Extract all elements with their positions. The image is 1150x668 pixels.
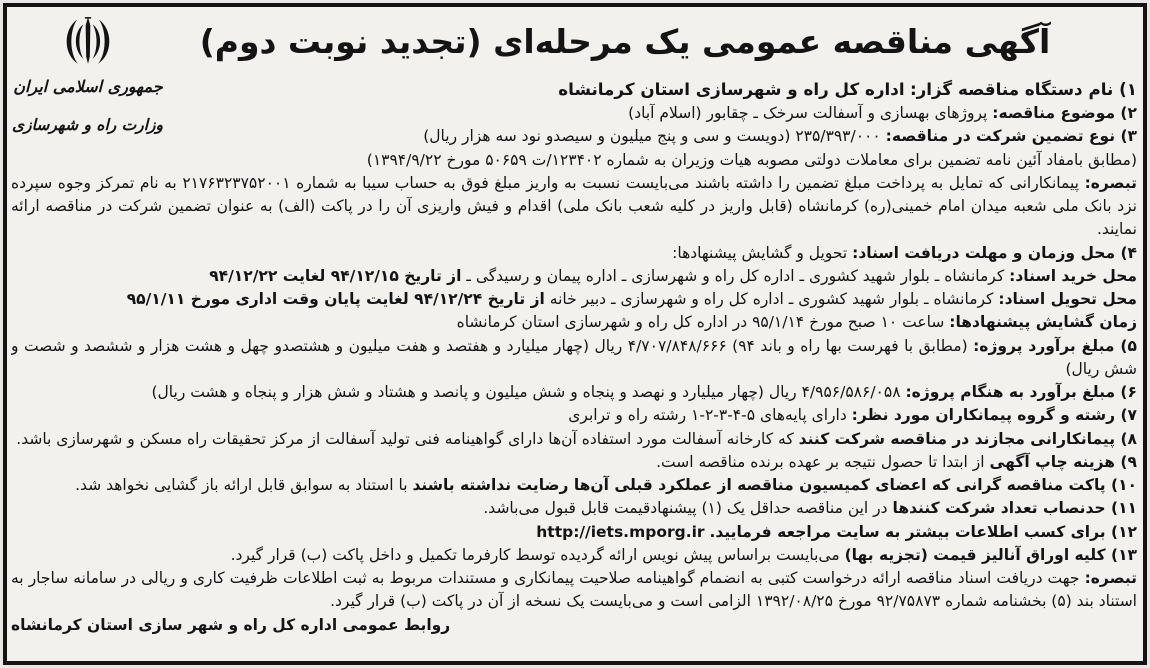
notice-title: آگهی مناقصه عمومی یک مرحله‌ای (تجدید نوبت دوم) (199, 22, 1051, 61)
item-value: تحویل و گشایش پیشنهادها: (672, 243, 848, 262)
item-label: ۳) نوع تضمین شرکت در مناقصه: (885, 127, 1137, 146)
item-asphalt-certificate (11, 428, 1137, 451)
purchase-date-range: از تاریخ ۹۴/۱۲/۱۵ لغایت ۹۴/۱۲/۲۲ (209, 266, 462, 285)
item-value: دارای پایه‌های ۵-۴-۳-۲-۱ رشته راه و ترابری (568, 406, 847, 425)
delivery-location (11, 288, 1137, 311)
note-value: پیمانکارانی که تمایل به پرداخت مبلغ تضمین را داشته باشند می‌بایست نسبت به واریز مبلغ فوق به حساب سیبا به شماره ۲۱۷۶۳۲۳۷۵۲۰۰۱ به نام تمرکز وجوه سپرده نزد بانک ملی شعبه میدان امام خمینی(ره) کرمانشاه (قابل واریز در کلیه شعب بانک ملی) اقدام و فیش واریزی آن را در پاکت (الف) به عنوان تضمین شرکت در مناقصه ارائه نمایند. (11, 173, 1137, 239)
item-value: با استناد به سوابق قابل ارائه باز گشایی نخواهد شد. (75, 476, 408, 495)
delivery-date-range: از تاریخ ۹۴/۱۲/۲۴ لغایت پایان وقت اداری مورخ ۹۵/۱/۱۱ (126, 290, 545, 309)
note-label: تبصره: (1084, 173, 1137, 192)
public-relations-signature: روابط عمومی اداره کل راه و شهر سازی استان کرمانشاه (11, 615, 451, 634)
guarantee-regulation-note (161, 149, 1137, 172)
item-documents-schedule (11, 242, 1137, 265)
item-label: ۱۳) کلیه اوراق آنالیز قیمت (تجزیه بها) (844, 545, 1137, 564)
note-value: جهت دریافت اسناد مناقصه ارائه درخواست کتبی به انضمام گواهینامه صلاحیت پیمانکاری و مستندات مربوط به ثبت اطلاعات ظرفیت کاری و ریالی در سامانه ساجار به استناد بند (۵) بخشنامه شماره ۹۲/۷۵۸۷۳ مورخ ۱۳۹۲/۰۸/۲۵ الزامی است و می‌بایست یک نسخه از آن در پاکت (ب) قرار گیرد. (11, 569, 1137, 611)
item-contractor-grade (11, 404, 1137, 427)
item-organizer (161, 77, 1137, 102)
item-label: ۲) موضوع مناقصه: (992, 104, 1137, 123)
item-ad-cost (11, 451, 1137, 474)
item-label: ۷) رشته و گروه پیمانکاران مورد نظر: (851, 406, 1137, 425)
opening-time (11, 311, 1137, 334)
item-value: (مطابق بامفاد آئین نامه تضمین برای معاملات دولتی مصوبه هیات وزیران به شماره ۱۲۳۴۰۲/ت ۵۰۶۵۹ مورخ ۱۳۹۴/۹/۲۲) (366, 150, 1137, 169)
item-value: اداره کل راه و شهرسازی استان کرمانشاه (558, 79, 905, 99)
item-label: زمان گشایش پیشنهادها: (949, 313, 1137, 332)
item-value: در این مناقصه حداقل یک (۱) پیشنهادقیمت قابل قبول می‌باشد. (483, 499, 888, 518)
notice-body (11, 77, 1137, 657)
item-value: کرمانشاه ـ بلوار شهید کشوری ـ اداره کل راه و شهرسازی ـ دبیر خانه (549, 290, 994, 309)
item-estimate (11, 335, 1137, 382)
item-label: ۱۰) پاکت مناقصه گرانی که اعضای کمیسیون مناقصه از عملکرد قبلی آن‌ها رضایت نداشته باشند (412, 476, 1137, 495)
item-quorum (11, 497, 1137, 520)
website-url: http://iets.mporg.ir (536, 522, 705, 541)
note-document-request (11, 567, 1137, 614)
note-label: تبصره: (1084, 569, 1137, 588)
item-label: ۱) نام دستگاه مناقصه گزار: (909, 79, 1137, 99)
item-value: کرمانشاه ـ بلوار شهید کشوری ـ اداره کل راه و شهرسازی ـ اداره پیمان و رسیدگی ـ (466, 266, 1005, 285)
country-name: جمهوری اسلامی ایران (13, 77, 163, 96)
item-price-analysis (11, 544, 1137, 567)
item-subject (161, 102, 1137, 125)
ministry-name: وزارت راه و شهرسازی (12, 116, 163, 134)
item-label: ۱۱) حدنصاب تعداد شرکت کنندها (892, 499, 1137, 518)
tender-notice (3, 3, 1147, 665)
item-label: ۸) پیمانکارانی مجازند در مناقصه شرکت کنند (798, 429, 1137, 448)
item-value: ۴/۹۵۶/۵۸۶/۰۵۸ ریال (چهار میلیارد و نهصد و پنجاه و شش میلیون و پانصد و هشتاد و شش هزار و پنجاه و هشت ریال) (151, 383, 901, 402)
item-label: ۵) مبلغ برآورد پروژه: (973, 336, 1137, 355)
item-label: ۱۲) برای کسب اطلاعات بیشتر به سایت مراجعه فرمایید. (709, 522, 1137, 541)
item-value: پروژهای بهسازی و آسفالت سرخک ـ چقابور (اسلام آباد) (628, 104, 988, 123)
iran-emblem-icon (62, 13, 114, 69)
item-updated-estimate (11, 381, 1137, 404)
item-label: محل تحویل اسناد: (998, 290, 1137, 309)
item-label: محل خرید اسناد: (1009, 266, 1137, 285)
item-value: (مطابق با فهرست بها راه و باند ۹۴) ۴/۷۰۷/۸۴۸/۶۶۶ ریال (چهار میلیارد و هفتصد و هفت میلیون و هشتصدو چهل و هشت هزار و ششصد و شصت و شش ریال) (11, 336, 1137, 378)
item-label: ۶) مبلغ برآورد به هنگام پروژه: (905, 383, 1137, 402)
item-label: ۴) محل وزمان و مهلت دریافت اسناد: (852, 243, 1137, 262)
item-value: می‌بایست براساس پیش نویس ارائه گردیده توسط کارفرما تکمیل و داخل پاکت (ب) قرار گیرد. (230, 545, 840, 564)
purchase-location (11, 265, 1137, 288)
item-value: که کارخانه آسفالت مورد استفاده آن‌ها دارای گواهینامه فنی تولید آسفالت از مرکز تحقیقات راه مسکن و شهرسازی باشد. (16, 429, 794, 448)
item-label: ۹) هزینه چاپ آگهی (989, 452, 1137, 471)
item-value: ۲۳۵/۳۹۳/۰۰۰ (دویست و سی و پنج میلیون و سیصدو نود سه هزار ریال) (423, 127, 881, 146)
note-guarantee-deposit (11, 172, 1137, 242)
item-more-info (11, 521, 1137, 544)
item-envelope-rejection (11, 474, 1137, 497)
item-guarantee (161, 125, 1137, 148)
item-value: ساعت ۱۰ صبح مورخ ۹۵/۱/۱۴ در اداره کل راه و شهرسازی استان کرمانشاه (456, 313, 945, 332)
item-value: از ابتدا تا حصول نتیجه بر عهده برنده مناقصه است. (656, 452, 985, 471)
